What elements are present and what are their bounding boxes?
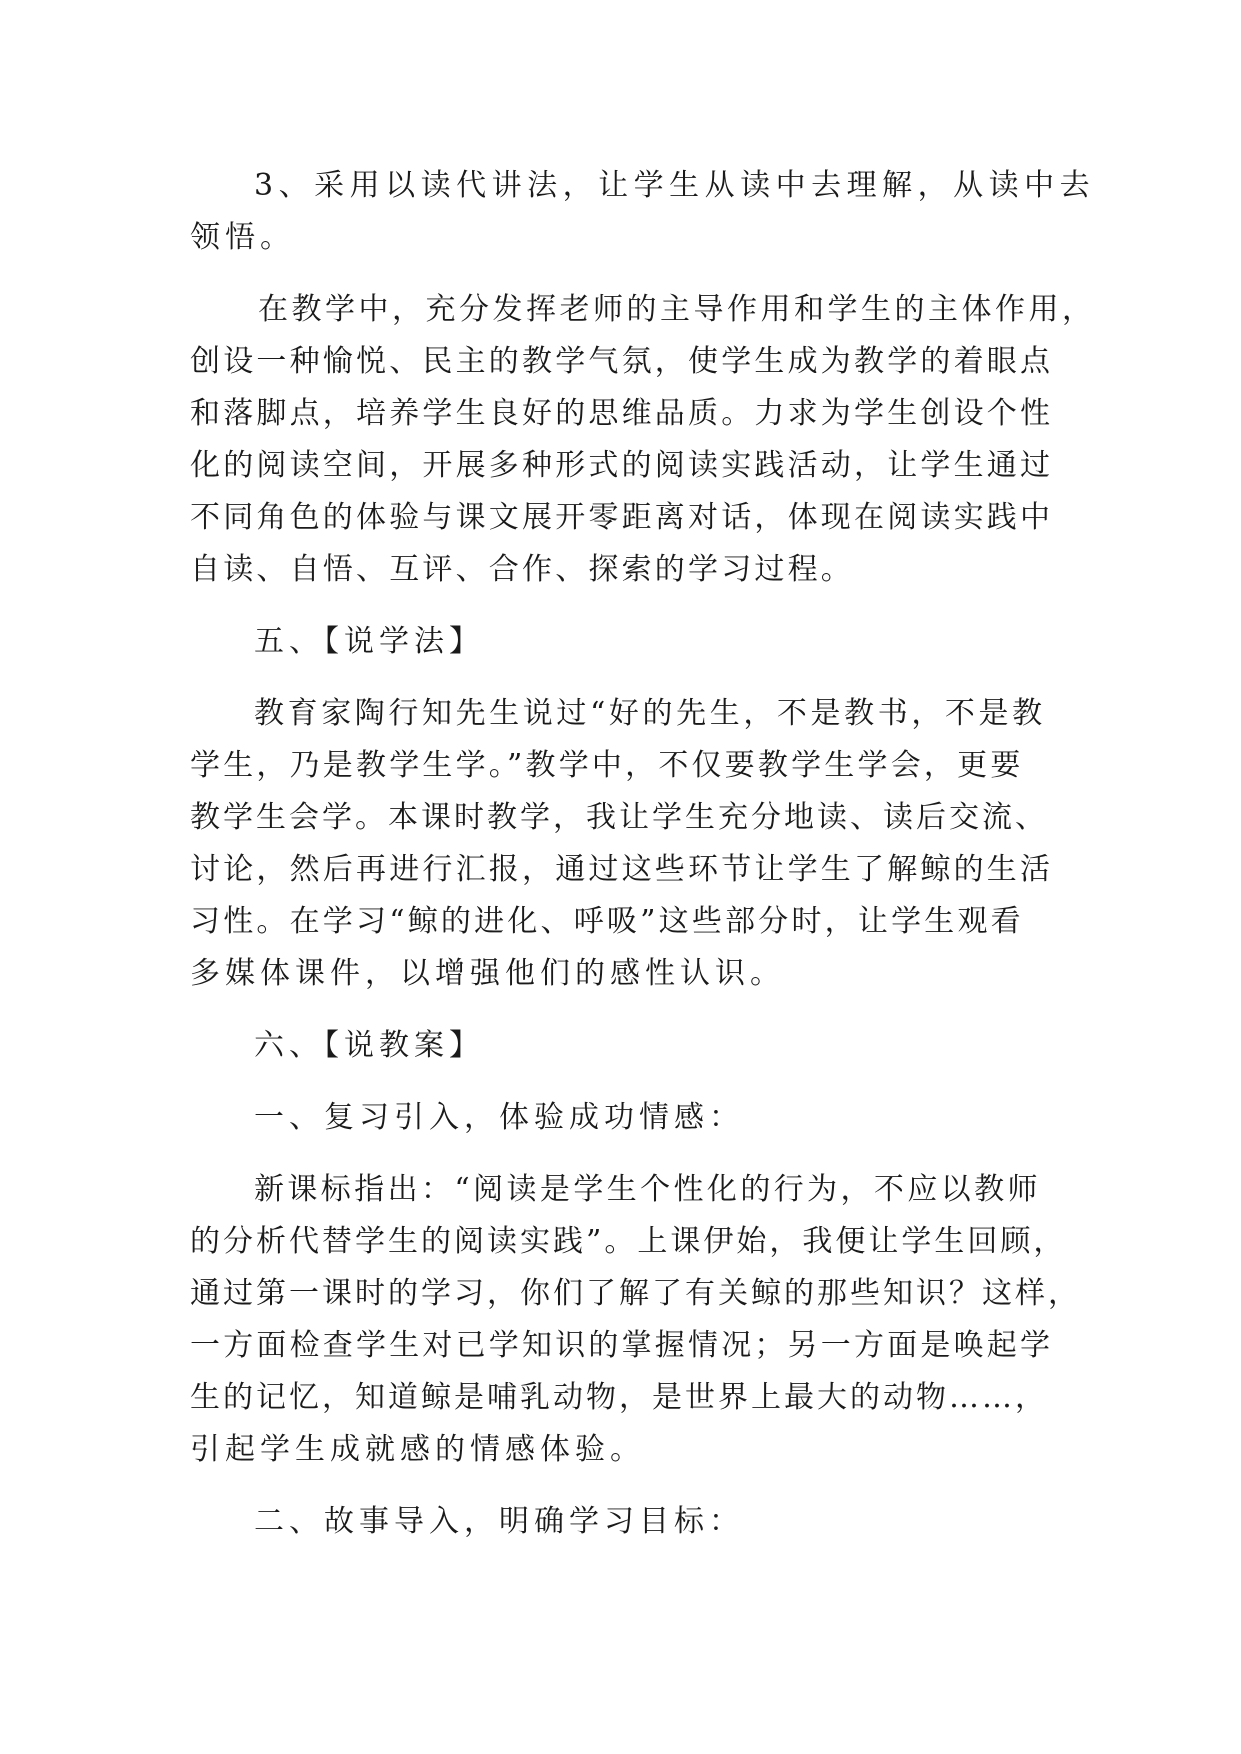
paragraph-line: 学生，乃是教学生学。”教学中，不仅要教学生学会，更要 — [190, 748, 1024, 783]
paragraph-line: 引起学生成就感的情感体验。 — [190, 1432, 645, 1467]
paragraph-line: 习性。在学习“鲸的进化、呼吸”这些部分时，让学生观看 — [190, 904, 1024, 939]
paragraph-line: 一方面检查学生对已学知识的掌握情况；另一方面是唤起学 — [190, 1328, 1054, 1363]
paragraph-line: 在教学中，充分发挥老师的主导作用和学生的主体作用， — [258, 292, 1096, 327]
paragraph-line: 和落脚点，培养学生良好的思维品质。力求为学生创设个性 — [190, 396, 1054, 431]
paragraph-line: 讨论，然后再进行汇报，通过这些环节让学生了解鲸的生活 — [190, 852, 1054, 887]
paragraph-line: 新课标指出：“阅读是学生个性化的行为，不应以教师 — [254, 1172, 1041, 1207]
paragraph-line: 领悟。 — [190, 220, 295, 255]
paragraph-line: 的分析代替学生的阅读实践”。上课伊始，我便让学生回顾， — [190, 1224, 1067, 1259]
paragraph-line: 通过第一课时的学习，你们了解了有关鲸的那些知识？这样， — [190, 1276, 1081, 1311]
paragraph-line: 不同角色的体验与课文展开零距离对话，体现在阅读实践中 — [190, 500, 1054, 535]
paragraph-line: 生的记忆，知道鲸是哺乳动物，是世界上最大的动物……， — [190, 1380, 1048, 1415]
paragraph-line: 多媒体课件，以增强他们的感性认识。 — [190, 956, 785, 991]
paragraph-line: 3、采用以读代讲法，让学生从读中去理解，从读中去 — [254, 168, 1096, 203]
paragraph-line: 教育家陶行知先生说过“好的先生，不是教书，不是教 — [254, 696, 1046, 731]
section-heading: 六、【说教案】 — [254, 1028, 484, 1063]
subsection-heading: 一、复习引入，体验成功情感： — [254, 1100, 744, 1135]
subsection-heading: 二、故事导入，明确学习目标： — [254, 1504, 744, 1539]
section-heading: 五、【说学法】 — [254, 624, 484, 659]
paragraph-line: 教学生会学。本课时教学，我让学生充分地读、读后交流、 — [190, 800, 1048, 835]
paragraph-line: 自读、自悟、互评、合作、探索的学习过程。 — [190, 552, 854, 587]
paragraph-line: 创设一种愉悦、民主的教学气氛，使学生成为教学的着眼点 — [190, 344, 1054, 379]
paragraph-line: 化的阅读空间，开展多种形式的阅读实践活动，让学生通过 — [190, 448, 1054, 483]
